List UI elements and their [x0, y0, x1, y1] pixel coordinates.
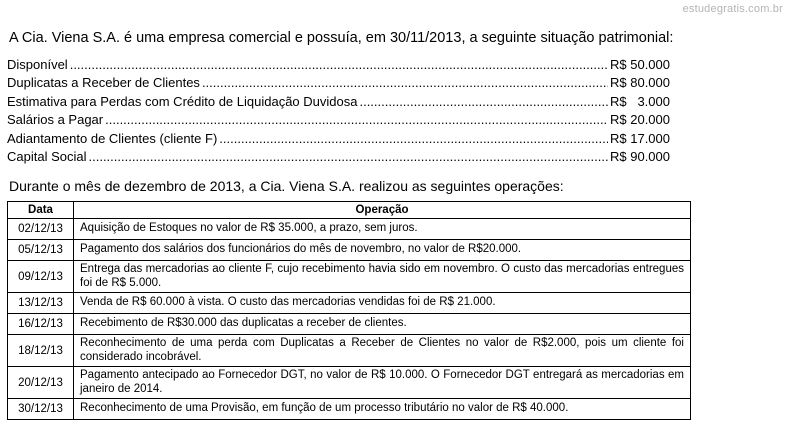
balance-item-label: Capital Social [7, 148, 87, 164]
table-row [8, 367, 691, 399]
column-header-operation: Operação [74, 202, 691, 219]
balance-item-label: Estimativa para Perdas com Crédito de Liquidação Duvidosa [7, 93, 358, 109]
row-operation: Pagamento dos salários dos funcionários do mês de novembro, no valor de R$20.000. [74, 240, 691, 261]
watermark: estudegratis.com.br [682, 3, 783, 15]
dot-leader [202, 74, 608, 92]
balance-item-label: Disponível [7, 57, 68, 72]
balance-item [7, 74, 670, 92]
dot-leader [89, 148, 609, 166]
row-date: 30/12/13 [8, 399, 74, 420]
intro-text: A Cia. Viena S.A. é uma empresa comercial e possuía, em 30/11/2013, a seguinte situação patrimonial: [9, 30, 674, 46]
row-date: 16/12/13 [8, 314, 74, 335]
operations-intro: Durante o mês de dezembro de 2013, a Cia. Viena S.A. realizou as seguintes operações: [9, 178, 564, 194]
table-row [8, 219, 691, 240]
balance-item [7, 93, 670, 111]
row-operation: Reconhecimento de uma Provisão, em função de um processo tributário no valor de R$ 40.000. [74, 399, 691, 420]
balance-item-label: Duplicatas a Receber de Clientes [7, 75, 200, 91]
table-row [8, 293, 691, 314]
column-header-date: Data [8, 202, 74, 219]
table-row [8, 399, 691, 420]
table-row [8, 261, 691, 293]
operations-table [7, 201, 691, 420]
row-date: 05/12/13 [8, 240, 74, 261]
balance-sheet-list [7, 56, 670, 166]
dot-leader [70, 56, 608, 74]
row-operation: Entrega das mercadorias ao cliente F, cujo recebimento havia sido em novembro. O custo das mercadorias entregues foi de R$ 5.000. [74, 261, 691, 293]
dot-leader [359, 93, 608, 111]
row-operation: Aquisição de Estoques no valor de R$ 35.000, a prazo, sem juros. [74, 219, 691, 240]
row-date: 09/12/13 [8, 261, 74, 293]
balance-item-value: R$ 17.000 [610, 130, 670, 146]
table-header-row [8, 202, 691, 219]
balance-item-label: Salários a Pagar [7, 112, 104, 128]
row-date: 02/12/13 [8, 219, 74, 240]
balance-item-value: R$ 20.000 [610, 112, 670, 128]
table-row [8, 240, 691, 261]
balance-item [7, 130, 670, 148]
balance-item [7, 56, 670, 74]
row-operation: Pagamento antecipado ao Fornecedor DGT, no valor de R$ 10.000. O Fornecedor DGT entregará as mercadorias em janeiro de 2014. [74, 367, 691, 399]
table-row [8, 335, 691, 367]
balance-item-value: R$ 3.000 [610, 93, 670, 109]
balance-item-label: Adiantamento de Clientes (cliente F) [7, 130, 218, 146]
dot-leader [105, 111, 608, 129]
balance-item [7, 148, 670, 166]
row-operation: Venda de R$ 60.000 à vista. O custo das mercadorias vendidas foi de R$ 21.000. [74, 293, 691, 314]
dot-leader [219, 130, 608, 148]
row-date: 18/12/13 [8, 335, 74, 367]
balance-item-value: R$ 50.000 [610, 57, 670, 72]
balance-item [7, 111, 670, 129]
table-row [8, 314, 691, 335]
row-date: 13/12/13 [8, 293, 74, 314]
row-date: 20/12/13 [8, 367, 74, 399]
row-operation: Recebimento de R$30.000 das duplicatas a receber de clientes. [74, 314, 691, 335]
balance-item-value: R$ 90.000 [610, 148, 670, 164]
row-operation: Reconhecimento de uma perda com Duplicatas a Receber de Clientes no valor de R$2.000, pois um cliente foi considerado incobrável. [74, 335, 691, 367]
balance-item-value: R$ 80.000 [610, 75, 670, 91]
